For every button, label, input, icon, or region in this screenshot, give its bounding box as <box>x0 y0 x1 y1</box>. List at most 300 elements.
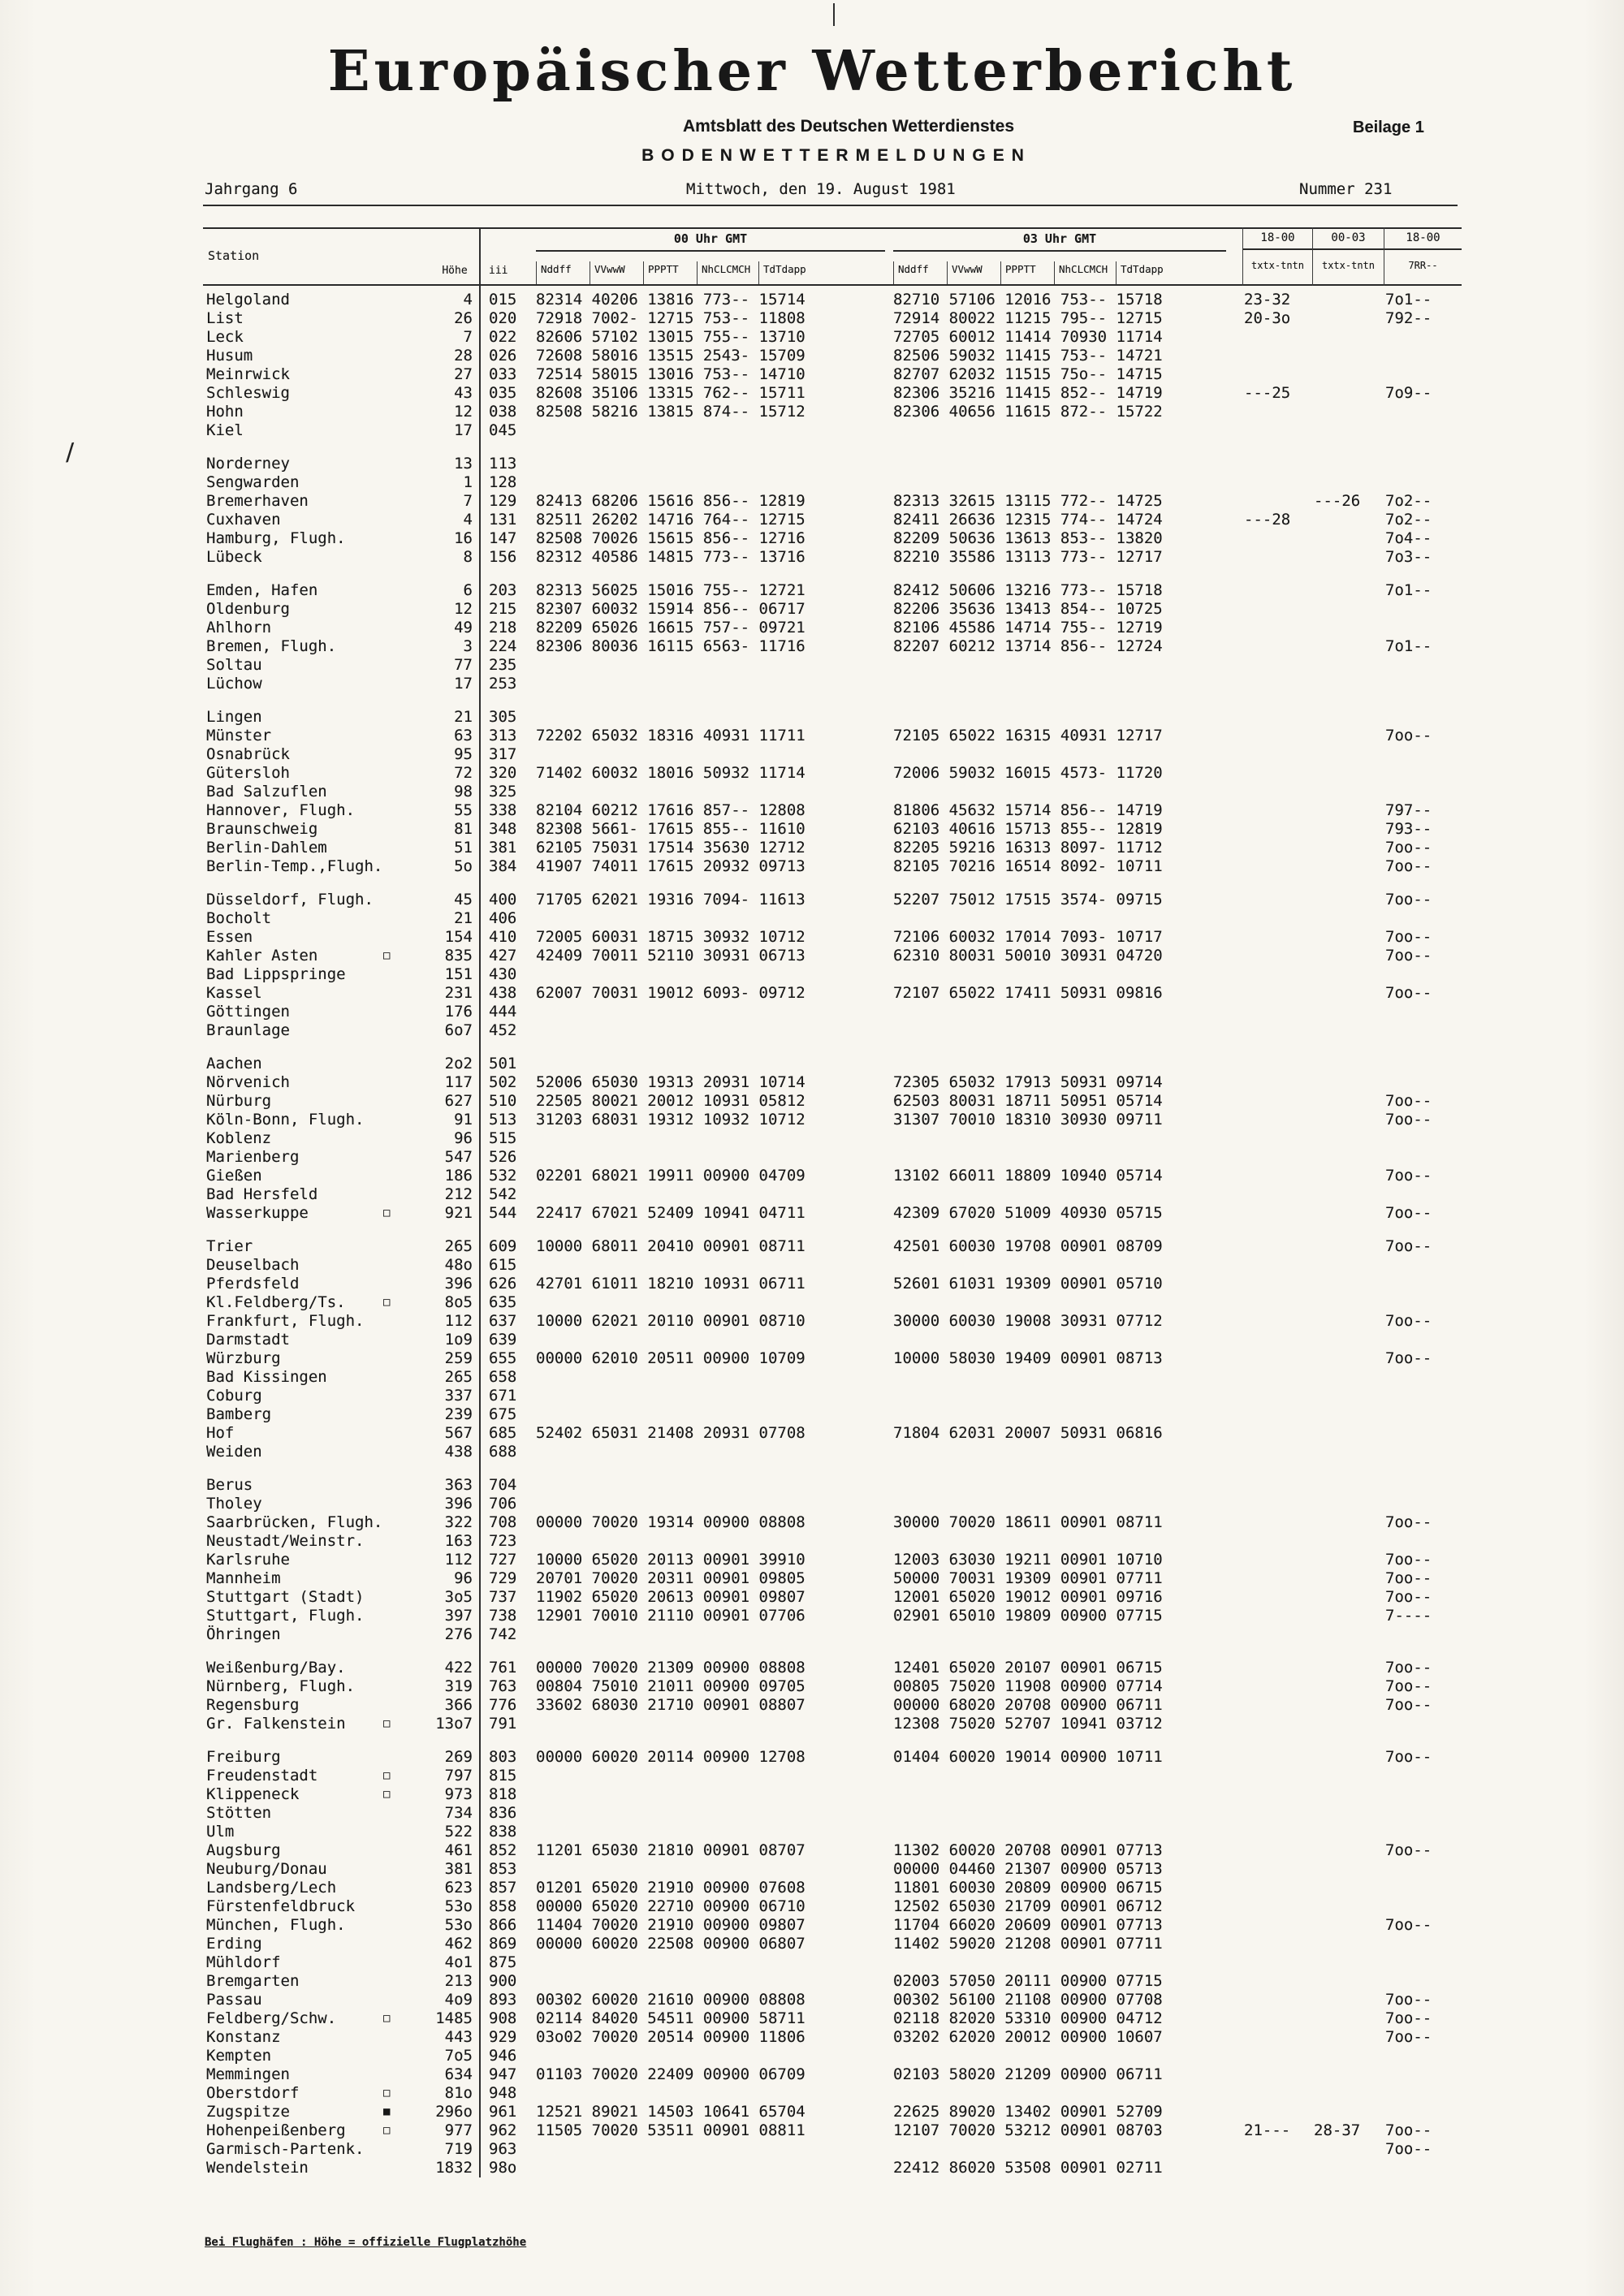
station-name: Frankfurt, Flugh. <box>206 1312 365 1330</box>
station-marker <box>383 1532 408 1551</box>
obs-00gmt <box>536 1767 893 1785</box>
station-row <box>203 548 1462 567</box>
iii-group: 320 <box>489 764 517 782</box>
station-row <box>203 1532 1462 1551</box>
iii-group: 410 <box>489 928 517 946</box>
iii-group: 224 <box>489 637 517 655</box>
station-row <box>203 421 1462 440</box>
station-name: Bamberg <box>206 1405 272 1423</box>
iii-group: 430 <box>489 965 517 983</box>
station-marker <box>383 783 408 801</box>
obs-00gmt: 00000 65020 22710 00900 06710 <box>536 1897 806 1915</box>
footnote: Bei Flughäfen : Höhe = offizielle Flugplatzhöhe <box>205 2236 527 2249</box>
temp-18-00 <box>1242 965 1312 984</box>
temp-00-03 <box>1312 1588 1384 1607</box>
temp-00-03 <box>1312 984 1384 1003</box>
obs-03gmt: 11801 60030 20809 00900 06715 <box>893 1879 1163 1897</box>
station-marker <box>383 2159 408 2177</box>
station-row <box>203 2047 1462 2065</box>
iii-group: 026 <box>489 347 517 365</box>
iii-group: 038 <box>489 403 517 421</box>
station-row <box>203 1625 1462 1644</box>
station-marker <box>383 492 408 511</box>
iii-group: 609 <box>489 1237 517 1255</box>
precip-7rr: 7oo-- <box>1385 1841 1432 1859</box>
temp-18-00 <box>1242 1953 1312 1972</box>
station-name: Braunschweig <box>206 820 318 838</box>
right-sub-label: txtx-tntn <box>1321 260 1376 271</box>
precip-7rr: 7oo-- <box>1385 727 1432 744</box>
iii-group: 893 <box>489 1991 517 2009</box>
iii-group: 737 <box>489 1588 517 1606</box>
obs-03gmt <box>893 1625 1242 1644</box>
station-name: Lingen <box>206 708 262 726</box>
hoehe-value: 112 <box>444 1312 473 1330</box>
precip-7rr: 7oo-- <box>1385 891 1432 908</box>
temp-00-03 <box>1312 909 1384 928</box>
precip-7rr: 7oo-- <box>1385 1204 1432 1222</box>
hoehe-value: 81 <box>454 820 473 838</box>
temp-00-03 <box>1312 1841 1384 1860</box>
temp-00-03 <box>1312 1204 1384 1223</box>
station-marker <box>383 909 408 928</box>
temp-18-00 <box>1242 1204 1312 1223</box>
temp-18-00 <box>1242 857 1312 876</box>
temp-00-03 <box>1312 1513 1384 1532</box>
iii-group: 763 <box>489 1677 517 1695</box>
iii-group: 325 <box>489 783 517 801</box>
temp-18-00 <box>1242 656 1312 675</box>
temp-18-00 <box>1242 1167 1312 1185</box>
station-name: Bad Hersfeld <box>206 1185 318 1203</box>
station-name: Husum <box>206 347 253 365</box>
station-name: Bad Kissingen <box>206 1368 327 1386</box>
station-marker <box>383 1055 408 1073</box>
hoehe-value: 96 <box>454 1129 473 1147</box>
iii-group: 381 <box>489 839 517 857</box>
precip-7rr: 7o2-- <box>1385 492 1432 510</box>
temp-18-00 <box>1242 1935 1312 1953</box>
subcol-vvwww: VVwwW <box>947 261 1000 284</box>
station-marker <box>383 600 408 619</box>
temp-00-03 <box>1312 1804 1384 1823</box>
temp-00-03 <box>1312 511 1384 529</box>
hoehe-value: 63 <box>454 727 473 744</box>
hoehe-value: 49 <box>454 619 473 637</box>
temp-18-00 <box>1242 2065 1312 2084</box>
station-row <box>203 1092 1462 1111</box>
obs-00gmt: 62105 75031 17514 35630 12712 <box>536 839 806 857</box>
temp-18-00 <box>1242 783 1312 801</box>
iii-group: 853 <box>489 1860 517 1878</box>
iii-group: 532 <box>489 1167 517 1185</box>
station-row <box>203 347 1462 365</box>
obs-00gmt <box>536 1405 893 1424</box>
temp-18-00 <box>1242 1625 1312 1644</box>
station-marker <box>383 1513 408 1532</box>
hoehe-value: 4 <box>463 291 473 309</box>
station-name: Leck <box>206 328 244 346</box>
subheaders-00gmt <box>536 261 817 284</box>
station-marker <box>383 1495 408 1513</box>
precip-7rr: 7oo-- <box>1385 947 1432 965</box>
precip-7rr <box>1384 1256 1462 1275</box>
iii-group: 900 <box>489 1972 517 1990</box>
table-header <box>203 227 1462 286</box>
precip-7rr: 7o1-- <box>1385 291 1432 309</box>
obs-00gmt: 82308 5661- 17615 855-- 11610 <box>536 820 806 838</box>
station-name: Passau <box>206 1991 262 2009</box>
obs-03gmt: 82210 35586 13113 773-- 12717 <box>893 548 1163 566</box>
precip-7rr <box>1384 1897 1462 1916</box>
iii-group: 438 <box>489 984 517 1002</box>
iii-group: 658 <box>489 1368 517 1386</box>
iii-group: 253 <box>489 675 517 693</box>
temp-00-03 <box>1312 2065 1384 2084</box>
obs-00gmt: 12901 70010 21110 00901 07706 <box>536 1607 806 1625</box>
station-name: Aachen <box>206 1055 262 1072</box>
obs-00gmt: 00000 60020 22508 00900 06807 <box>536 1935 806 1953</box>
precip-7rr <box>1384 403 1462 421</box>
temp-18-00 <box>1242 1055 1312 1073</box>
temp-18-00 <box>1242 1916 1312 1935</box>
temp-00-03 <box>1312 2159 1384 2177</box>
temp-00-03 <box>1312 1785 1384 1804</box>
obs-00gmt: 20701 70020 20311 00901 09805 <box>536 1569 806 1587</box>
hoehe-value: 72 <box>454 764 473 782</box>
precip-7rr <box>1384 1715 1462 1733</box>
hoehe-value: 154 <box>444 928 473 946</box>
hoehe-value: 43 <box>454 384 473 402</box>
station-row <box>203 455 1462 473</box>
station-marker <box>383 656 408 675</box>
precip-7rr <box>1384 1003 1462 1021</box>
temp-18-00 <box>1242 2047 1312 2065</box>
temp-00-03 <box>1312 745 1384 764</box>
station-marker <box>383 619 408 637</box>
obs-03gmt: 03202 62020 20012 00900 10607 <box>893 2028 1163 2046</box>
temp-18-00 <box>1242 1349 1312 1368</box>
obs-03gmt: 82412 50606 13216 773-- 15718 <box>893 581 1163 599</box>
station-name: Stuttgart (Stadt) <box>206 1588 365 1606</box>
obs-00gmt <box>536 1823 893 1841</box>
obs-03gmt: 12401 65020 20107 00901 06715 <box>893 1659 1163 1677</box>
station-name: Augsburg <box>206 1841 281 1859</box>
hoehe-value: 8o5 <box>444 1293 473 1311</box>
station-name: Nürburg <box>206 1092 272 1110</box>
temp-00-03 <box>1312 1860 1384 1879</box>
temp-00-03 <box>1312 1073 1384 1092</box>
station-name: Ahlhorn <box>206 619 272 637</box>
hoehe-value: 396 <box>444 1495 473 1513</box>
precip-7rr <box>1384 1405 1462 1424</box>
temp-18-00 <box>1242 2009 1312 2028</box>
temp-18-00 <box>1242 328 1312 347</box>
temp-18-00 <box>1242 1897 1312 1916</box>
obs-00gmt: 72005 60031 18715 30932 10712 <box>536 928 806 946</box>
subcol-dewpoint: TdTdapp <box>758 261 817 284</box>
obs-00gmt <box>536 745 893 764</box>
temp-18-00 <box>1242 1293 1312 1312</box>
station-name: Würzburg <box>206 1349 281 1367</box>
temp-00-03 <box>1312 309 1384 328</box>
precip-7rr: 7oo-- <box>1385 1991 1432 2009</box>
obs-00gmt <box>536 473 893 492</box>
precip-7rr <box>1384 656 1462 675</box>
iii-group: 637 <box>489 1312 517 1330</box>
temp-18-00 <box>1242 1256 1312 1275</box>
hoehe-value: 117 <box>444 1073 473 1091</box>
station-name: Cuxhaven <box>206 511 281 529</box>
station-name: Feldberg/Schw. <box>206 2009 337 2027</box>
station-row <box>203 1424 1462 1443</box>
obs-03gmt: 00302 56100 21108 00900 07708 <box>893 1991 1163 2009</box>
station-marker <box>383 1021 408 1040</box>
obs-03gmt: 11402 59020 21208 00901 07711 <box>893 1935 1163 1953</box>
station-marker <box>383 2140 408 2159</box>
group-spacer <box>203 1461 1462 1476</box>
station-name: München, Flugh. <box>206 1916 346 1934</box>
temp-00-03 <box>1312 1659 1384 1677</box>
station-row <box>203 891 1462 909</box>
temp-18-00 <box>1242 1804 1312 1823</box>
hoehe-value: 4 <box>463 511 473 529</box>
temp-00-03 <box>1312 1387 1384 1405</box>
station-marker <box>383 1237 408 1256</box>
temp-00-03 <box>1312 529 1384 548</box>
temp-00-03 <box>1312 637 1384 656</box>
station-marker <box>383 1677 408 1696</box>
station-row <box>203 1953 1462 1972</box>
obs-00gmt: 82313 56025 15016 755-- 12721 <box>536 581 806 599</box>
station-row <box>203 2121 1462 2140</box>
temp-00-03 <box>1312 727 1384 745</box>
station-name: Berus <box>206 1476 253 1494</box>
station-name: Lüchow <box>206 675 262 693</box>
obs-00gmt: 22505 80021 20012 10931 05812 <box>536 1092 806 1110</box>
iii-group: 513 <box>489 1111 517 1129</box>
iii-group: 836 <box>489 1804 517 1822</box>
precip-7rr <box>1384 1823 1462 1841</box>
supplement-label: Beilage 1 <box>1353 119 1424 136</box>
obs-00gmt: 82511 26202 14716 764-- 12715 <box>536 511 806 529</box>
iii-group: 452 <box>489 1021 517 1039</box>
obs-00gmt <box>536 965 893 984</box>
group-spacer <box>203 440 1462 455</box>
obs-00gmt <box>536 2140 893 2159</box>
station-row <box>203 619 1462 637</box>
iii-group: 501 <box>489 1055 517 1072</box>
obs-03gmt <box>893 1021 1242 1040</box>
precip-7rr: 7o1-- <box>1385 637 1432 655</box>
station-marker <box>383 511 408 529</box>
hoehe-value: 719 <box>444 2140 473 2158</box>
temp-00-03 <box>1312 2028 1384 2047</box>
iii-group: 218 <box>489 619 517 637</box>
iii-group: 215 <box>489 600 517 618</box>
temp-18-00 <box>1242 581 1312 600</box>
temp-18-00 <box>1242 1860 1312 1879</box>
precip-7rr: 7oo-- <box>1385 2028 1432 2046</box>
subcol-dewpoint: TdTdapp <box>1116 261 1174 284</box>
subcol-clouds: NhCLCMCH <box>697 261 758 284</box>
col-group-03gmt: 03 Uhr GMT <box>1022 231 1097 246</box>
station-marker <box>383 1368 408 1387</box>
iii-group: 838 <box>489 1823 517 1841</box>
station-row <box>203 1916 1462 1935</box>
station-name: Meinrwick <box>206 365 290 383</box>
obs-00gmt: 82508 58216 13815 874-- 15712 <box>536 403 806 421</box>
temp-00-03 <box>1312 1696 1384 1715</box>
temp-00-03 <box>1312 1312 1384 1331</box>
iii-group: 929 <box>489 2028 517 2046</box>
temp-18-00 <box>1242 1148 1312 1167</box>
obs-00gmt <box>536 1129 893 1148</box>
station-marker <box>383 1476 408 1495</box>
right-col-18-00 <box>1242 227 1312 286</box>
station-name: Bremgarten <box>206 1972 300 1990</box>
group-spacer <box>203 1733 1462 1748</box>
station-marker <box>383 675 408 693</box>
hoehe-value: 7 <box>463 328 473 346</box>
obs-03gmt: 72914 80022 11215 795-- 12715 <box>893 309 1163 327</box>
group-spacer <box>203 693 1462 708</box>
station-row <box>203 1569 1462 1588</box>
station-row <box>203 384 1462 403</box>
right-group-label: 00-03 <box>1313 227 1384 250</box>
hoehe-value: 26 <box>454 309 473 327</box>
station-marker <box>383 1349 408 1368</box>
obs-03gmt: 62103 40616 15713 855-- 12819 <box>893 820 1163 838</box>
obs-03gmt <box>893 1532 1242 1551</box>
precip-7rr <box>1384 1935 1462 1953</box>
iii-group: 671 <box>489 1387 517 1405</box>
right-group-label: 18-00 <box>1384 227 1462 250</box>
station-marker <box>383 1387 408 1405</box>
hoehe-value: 53o <box>444 1897 473 1915</box>
temp-00-03 <box>1312 820 1384 839</box>
subcol-nddff: Nddff <box>536 261 590 284</box>
station-row <box>203 1021 1462 1040</box>
precip-7rr: 7oo-- <box>1385 1588 1432 1606</box>
station-row <box>203 1443 1462 1461</box>
hoehe-value: 91 <box>454 1111 473 1129</box>
station-name: Nörvenich <box>206 1073 290 1091</box>
station-marker <box>383 1443 408 1461</box>
station-row <box>203 1767 1462 1785</box>
station-name: Kl.Feldberg/Ts. <box>206 1293 346 1311</box>
subcol-nddff: Nddff <box>893 261 947 284</box>
hoehe-value: 396 <box>444 1275 473 1293</box>
hoehe-value: 239 <box>444 1405 473 1423</box>
obs-03gmt <box>893 675 1242 693</box>
obs-00gmt: 11201 65030 21810 00901 08707 <box>536 1841 806 1859</box>
hoehe-value: 213 <box>444 1972 473 1990</box>
obs-00gmt: 00000 70020 21309 00900 08808 <box>536 1659 806 1677</box>
temp-00-03 <box>1312 1935 1384 1953</box>
station-marker: □ <box>383 1206 391 1219</box>
obs-00gmt: 11505 70020 53511 00901 08811 <box>536 2121 806 2139</box>
hoehe-value: 296o <box>435 2103 473 2121</box>
temp-18-00 <box>1242 1129 1312 1148</box>
obs-00gmt <box>536 1443 893 1461</box>
station-marker <box>383 529 408 548</box>
temp-18-00 <box>1242 492 1312 511</box>
station-name: Soltau <box>206 656 262 674</box>
station-row <box>203 801 1462 820</box>
station-marker <box>383 2028 408 2047</box>
obs-00gmt <box>536 1293 893 1312</box>
station-row <box>203 947 1462 965</box>
temp-00-03 <box>1312 656 1384 675</box>
obs-00gmt: 71402 60032 18016 50932 11714 <box>536 764 806 782</box>
obs-00gmt: 02114 84020 54511 00900 58711 <box>536 2009 806 2027</box>
obs-03gmt: 11302 60020 20708 00901 07713 <box>893 1841 1163 1859</box>
station-row <box>203 1972 1462 1991</box>
temp-00-03 <box>1312 947 1384 965</box>
precip-7rr <box>1384 619 1462 637</box>
station-row <box>203 1677 1462 1696</box>
temp-00-03 <box>1312 1677 1384 1696</box>
temp-18-00 <box>1242 1767 1312 1785</box>
obs-03gmt: 13102 66011 18809 10940 05714 <box>893 1167 1163 1185</box>
precip-7rr <box>1384 421 1462 440</box>
obs-00gmt: 82307 60032 15914 856-- 06717 <box>536 600 806 618</box>
obs-03gmt <box>893 965 1242 984</box>
station-name: Wendelstein <box>206 2159 309 2177</box>
station-marker <box>383 1916 408 1935</box>
obs-03gmt <box>893 1055 1242 1073</box>
temp-00-03 <box>1312 928 1384 947</box>
station-row <box>203 2140 1462 2159</box>
obs-03gmt <box>893 421 1242 440</box>
obs-03gmt: 82506 59032 11415 753-- 14721 <box>893 347 1163 365</box>
issue-date: Mittwoch, den 19. August 1981 <box>686 180 956 198</box>
temp-00-03 <box>1312 365 1384 384</box>
station-marker: □ <box>383 2012 391 2025</box>
station-name: Weißenburg/Bay. <box>206 1659 346 1677</box>
temp-18-00 <box>1242 1659 1312 1677</box>
station-name: Hannover, Flugh. <box>206 801 356 819</box>
obs-03gmt <box>893 1823 1242 1841</box>
temp-18-00 <box>1242 421 1312 440</box>
group-rule-00gmt <box>536 250 885 252</box>
obs-03gmt <box>893 1148 1242 1167</box>
station-name: Klippeneck <box>206 1785 300 1803</box>
temp-18-00 <box>1242 1879 1312 1897</box>
precip-7rr <box>1384 1804 1462 1823</box>
station-marker: □ <box>383 2087 391 2100</box>
station-name: Kassel <box>206 984 262 1002</box>
temp-18-00 <box>1242 745 1312 764</box>
hoehe-value: 13 <box>454 455 473 473</box>
precip-7rr <box>1384 2084 1462 2103</box>
station-row <box>203 529 1462 548</box>
hoehe-value: 2o2 <box>444 1055 473 1072</box>
obs-03gmt: 72006 59032 16015 4573- 11720 <box>893 764 1163 782</box>
station-name: Freudenstadt <box>206 1767 318 1785</box>
obs-00gmt: 82312 40586 14815 773-- 13716 <box>536 548 806 566</box>
station-row <box>203 1293 1462 1312</box>
temp-00-03 <box>1312 1237 1384 1256</box>
station-row <box>203 1785 1462 1804</box>
station-name: Freiburg <box>206 1748 281 1766</box>
temp-00-03 <box>1312 1129 1384 1148</box>
precip-7rr <box>1384 2159 1462 2177</box>
col-header-iii: iii <box>489 265 508 277</box>
temp-18-00 <box>1242 529 1312 548</box>
station-row <box>203 1331 1462 1349</box>
